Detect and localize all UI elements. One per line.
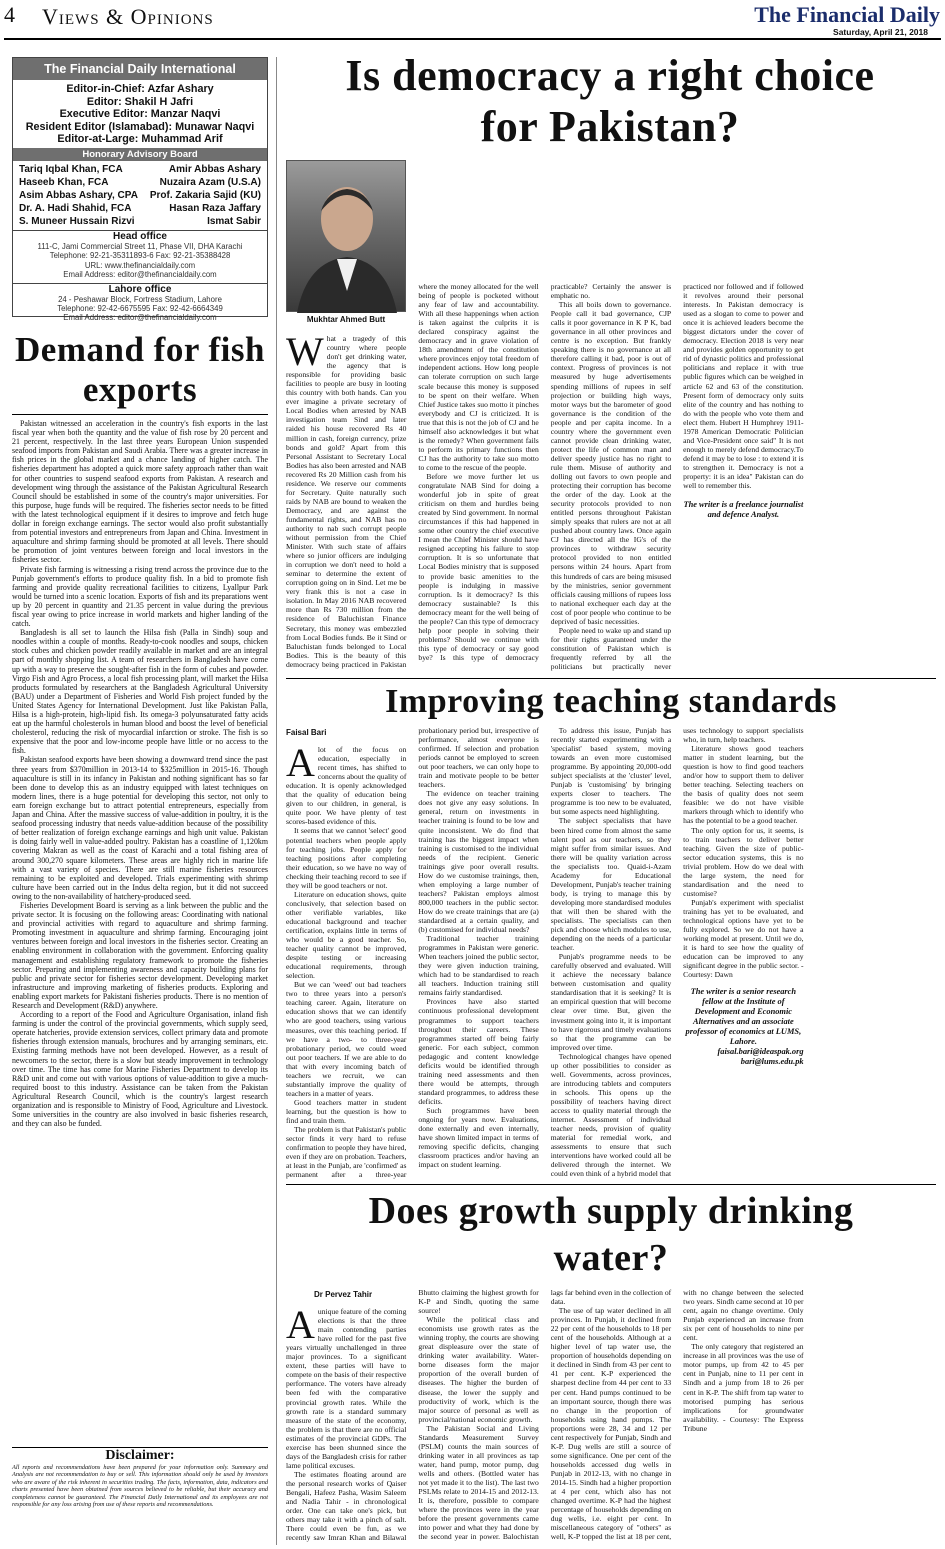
drop-cap: A xyxy=(286,740,315,786)
editor-in-chief: Editor-in-Chief: Azfar Ashary xyxy=(66,83,214,95)
teaching-paragraph: Traditional teacher training programmes in Pakistan were generic. When teachers joined the public sector, they were given induction training, which had to be standardised to reach all teachers. Induction training still remains fairly standardised. xyxy=(418,934,539,998)
disclaimer-title: Disclaimer: xyxy=(105,1448,175,1463)
board-member: Haseeb Khan, FCA xyxy=(19,176,109,188)
column-divider xyxy=(276,57,277,1545)
teaching-paragraph xyxy=(286,740,407,827)
address-line: Telephone: 92-21-35311893-6 Fax: 92-21-35388428 xyxy=(49,251,231,261)
fish-rule xyxy=(12,414,268,415)
board-row xyxy=(13,215,267,228)
teaching-paragraph: Technological changes have opened up other possibilities to consider as well. Governments, across provinces, are introducing tablets and computers in schools. This opens up the possibility of teachers having direct access to quality material through the internet. Assessment of individual teacher needs, provision of quality material for remedial work, and assessments to ensure that such interventions have worked could all be delivered through the internet. We could even think of a hybrid model that uses technology to support specialists who, in turn, help teachers. xyxy=(550,726,804,1179)
board-member: Amir Abbas Ashary xyxy=(168,163,261,175)
water-paragraph: The only category that registered an increase in all provinces was the use of motor pumps, up from 42 to 45 per cent in Punjab, nine to 11 per cent in Sindh and a jump from 18 to 26 per cent in K-P. The shift from tap water to motorised pumping has serious implications for groundwater availability. - Courtesy: The Express Tribune xyxy=(683,1342,804,1433)
teaching-author: Faisal Bari xyxy=(286,728,327,737)
lahore-office-title: Lahore office xyxy=(13,283,267,295)
teaching-paragraph: Literature on education shows, quite conclusively, that selection based on other verifiable variables, like educational background and teacher certification, explains little in terms of who would be a good teacher. So, teacher quality cannot be improved, despite testing or increasing educational requirements, through selection. xyxy=(286,889,407,981)
democracy-paragraph: This all boils down to governance. People call it bad governance, CJP calls it poor governance in K P K, bad governance in all other provinces and centre is no exception. But frankly speaking there is no governance at all therefore calling it bad, poor is out of context. Progress of provinces is not measured by huge advertisements spending millions of rupees in self projection or building high ways, motor ways but the barometer of good governance is the condition of the people and per capita income. In a country where the government even cannot provide clean drinking water, protect the life of common man and deliver speedy justice has no right to rule them. Misuse of authority and dolling out favors to own people and protecting their corruption has become the order of the day. Look at the security protocols provided to non entitled persons throughout Pakistan simply speaks that rulers are not at all pushed about country laws. Once again CJ has directed all the IG's of the provinces to withdraw security protocol provided to non entitled persons within 24 hours. Apart from this hundreds of cars are being misused by the ministries, senior government officials causing millions of rupees loss to national exchequer each day at the cost of poor people who continue to be deprived of basic necessities. xyxy=(550,300,672,626)
masthead-box xyxy=(12,57,268,323)
water-paragraph xyxy=(286,1302,407,1470)
board-member: Tariq Iqbal Khan, FCA xyxy=(19,163,123,175)
head-office-title: Head office xyxy=(13,230,267,242)
board-row xyxy=(13,176,267,189)
teaching-paragraph: To address this issue, Punjab has recently started experimenting with a 'specialist' based system, moving towards an even more customised programme. By appointing 20,000-odd subject specialists at the 'cluster' level, Punjab is 'customising' by bringing experts closer to teachers. The programme is too new to be evaluated, but some aspects need highlighting. xyxy=(550,726,672,817)
disclaimer-text: All reports and recommendations have been prepared for your information only. Summary and Analysis are not recommendation to buy or sell. This information should only be used by investors who are aware of the risk inherent in securities trading. The facts, information, data, indicators and charts presented have been obtained from sources believed to be reliable, but their accuracy and completeness cannot be guaranteed. The Financial Daily International and its employees are not responsible for any loss arising from use of these reports and recommendations. xyxy=(12,1464,268,1509)
section-title: Views & Opinions xyxy=(42,4,214,29)
advisory-board xyxy=(13,161,267,230)
democracy-headline: Is democracy a right choice for Pakistan? xyxy=(345,51,875,151)
section-rule xyxy=(286,678,936,679)
disclaimer-box xyxy=(12,1447,268,1545)
democracy-paragraph: Before we move further let us congratulate NAB Sind for doing a wonderful job in spite of great criticism on them and hurdles being created by Sind government. In normal circumstances if this had happened in some other country the chief executive I mean the Chief Minister should have resigned accepting his failure to stop corruption. It is so unfortunate that Local Bodies ministry that is supposed to provide basic amenities to the people is indulging in massive corruption. Is it democracy? Is this democracy sustainable? Is this democracy meant for the well being of the people? Can this type of democracy help poor people in solving their problems? Should we continue with this type of democracy or say good bye? Is this type of democracy practicable? Certainly the answer is emphatic no. xyxy=(418,282,672,662)
editor: Editor: Shakil H Jafri xyxy=(86,95,194,108)
board-row xyxy=(13,202,267,215)
fish-paragraph: Bangladesh is all set to launch the Hilsa fish (Palla in Sindh) soup and noodles within a couple of months. Ready-to-cook noodles and soups, chicken stock cubes and chicken powder readily available in market and are an integral part of monthly shopping list. A team of researchers in Bangladesh have come up with a way to preserve the sought-after fish in the form of cubes and powder. Virgo Fish and Agro Process, a local fish processing plant, will market the Hilsa products formulated by researchers at the Bangladesh Agricultural University (BAU) under a Department of Fisheries and World Fish project funded by the United States Agency for International Development. Just like Pakistan Palla, Hilsa is a high-protein, high-lipid fish. Its omega-3 polyunsaturated fatty acids eat up the harmful cholesterols in human blood and boost the level of beneficial cholesterol, reducing the risk of myocardial infarction or stroke. The fish is so expensive that the poor and low-income people have little or no access to the fish. xyxy=(12,628,268,756)
teaching-emails: faisal.bari@ideaspak.org bari@lums.edu.pk xyxy=(717,1047,804,1067)
fish-paragraph: Private fish farming is witnessing a rising trend across the province due to the Punjab government's efforts to produce quality fish. In a bid to promote fish farming and provide quality recreational facilities to citizens, Lyallpur Park would be turned into a scenic location. Exports of fish and its preparations went up by 20 percent in quantity and 21.35 percent in value during the previous fiscal year owing to price increase in world markets and higher landing of the catch. xyxy=(12,564,268,629)
address-line: Email Address: editor@thefinancialdaily.com xyxy=(63,270,217,280)
teaching-headline: Improving teaching standards xyxy=(385,683,837,720)
editor-at-large: Editor-at-Large: Muhammad Arif xyxy=(57,133,223,146)
fish-article xyxy=(12,419,268,1439)
head-office-address xyxy=(13,242,267,280)
teaching-article xyxy=(286,726,936,1181)
drop-cap: A xyxy=(286,1302,315,1348)
address-line: 24 - Peshawar Block, Fortress Stadium, Lahore xyxy=(58,294,222,304)
teaching-paragraph: Such programmes have been ongoing for years now. Evaluations, done externally and even internally, have shown limited impact in terms of removing specific deficits, changing classroom practices and/or having an impact on student learning. xyxy=(418,1105,539,1170)
teaching-paragraph: Provinces have also started continuous professional development programmes to support teachers throughout their careers. These programmes started off being fairly generic. For each subject, common pedagogic and content knowledge deficits would be identified through training need assessments and then there would be attempts, through standard programmes, to address these deficits. xyxy=(418,997,539,1106)
water-headline: Does growth supply drinking water? xyxy=(368,1190,854,1279)
paper-name: The Financial Daily xyxy=(754,2,940,27)
issue-date: Saturday, April 21, 2018 xyxy=(833,27,928,37)
teaching-paragraph: Good teachers matter in student learning, but the question is how to find and train them. xyxy=(286,1097,407,1125)
teaching-credit: The writer is a senior research fellow at the Institute of Development and Economic Alternatives and an associate professor of economics at LUMS, Lahore. xyxy=(685,987,802,1047)
board-member: Ismat Sabir xyxy=(207,215,261,227)
board-member: S. Muneer Hussain Rizvi xyxy=(19,215,135,227)
teaching-paragraph: The evidence on teacher training does not give any easy solutions. In general, return on investments in teacher training is found to be low and quite inconsistent. We do find that training has the biggest impact when training is customised to the individual needs of the recipient. Generic trainings give poor overall results. How do we customise trainings, then, when employing a large number of teachers? Pakistan employs almost 800,000 teachers in the public sector. How do we create trainings that are (a) standardised at a certain quality, and (b) customised for individual needs? xyxy=(418,789,539,935)
democracy-credit: The writer is a freelance journalist and defence Analyst. xyxy=(683,500,804,520)
address-line: URL: www.thefinancialdaily.com xyxy=(84,260,196,270)
teaching-paragraph: Punjab's programme needs to be carefully observed and evaluated. Will it achieve the necessary balance between customisation and quality standardisation that it is seeking? It is an empirical question that will become clear over time. But, given the investment going into it, it is important to have rigorous and timely evaluations so that the programme can be improved over time. xyxy=(550,952,672,1052)
water-paragraph: While the political class and economists use growth rates as the winning trophy, the courts are showing great displeasure over the state of drinking water availability. Water-borne diseases form the major proportion of the overall burden of diseases. The higher the burden of disease, the lower the supply and productivity of work, which is the major source of personal as well as provincial/national economic growth. xyxy=(418,1315,539,1424)
democracy-paragraph: People need to wake up and stand up for their rights guaranteed under the constitution of Pakistan which is frequently referred by all the politicians but practically never practiced nor followed and if followed it revolves around their personal interests. In Pakistan democracy is used as a slogan to come to power and once it is achieved leaders become the biggest dictators under the cover of democracy. Election 2018 is very near and provides golden opportunity to get rid of dynastic politics and professional politicians and replace it with true public figures which can be weighed in article 62 and 63 of the constitution. Present form of democracy only suits elite of the country and has nothing to do with the people who vote them and elect them. Hubert H Humphrey 1911-1978 American Democratic Politician and Vice-President once said" It is not enough to merely defend democracy.To defend it may be to lose : to extend it is to strengthen it. Democracy is not a property: it is an idea" Pakistan can do well to remember this. xyxy=(550,282,804,671)
teaching-lead: lot of the focus on education, especially in recent times, has shifted to concerns about the quality of education. It is openly acknowledged that the quality of education being given to our children, in general, is quite poor. We have plenty of test scores-based evidence of this. xyxy=(286,745,407,827)
header-rule xyxy=(4,38,941,40)
water-author: Dr Pervez Tahir xyxy=(314,1290,373,1299)
board-member: Asim Abbas Ashary, CPA xyxy=(19,189,138,201)
section-rule xyxy=(286,1184,936,1185)
photo-spacer xyxy=(286,282,406,334)
board-member: Hasan Raza Jaffary xyxy=(169,202,261,214)
fish-paragraph: According to a report of the Food and Agriculture Organisation, inland fish farming is under the control of the provincial governments, which supply seed, operate hatcheries, provide extension services, collect primary data and promote fisheries through extension manuals, brochures and by arranging seminars, etc. Existing farming methods have not been developed. However, as a result of newcomers to the sector, there is a slow but steady improvement in technology over time. The time has come for Marine Fisheries Department to develop its R&D unit and come out with various options of value-addition to give a much-required boost to this industry. Assistance can be taken from the Pakistan Agricultural Research Council, which is the country's largest research organization and is responsible to Ministry of Food, Agriculture and Livestock. Some universities in the country are also involved in basic fisheries research, and they can also be funded. xyxy=(12,1010,268,1129)
executive-editor: Executive Editor: Manzar Naqvi xyxy=(59,108,221,121)
address-line: Telephone: 92-42-6675595 Fax: 92-42-6664349 xyxy=(57,304,223,313)
board-row xyxy=(13,189,267,202)
water-lead: unique feature of the coming elections is that the three main contending parties have rolled for the past five years virtually unchallenged in three major provinces. To a significant extent, these parties will have to compete on the basis of their respective performance. The voters have already been fed with the comparative provincial growth rates. While the growth rate is a standard summary measure of the state of the economy, the problem is that there are no official estimates of the provincial GDPs. The exercise has been shunned since the days of the Bangladesh crisis for rather lame political excuses. xyxy=(286,1307,407,1470)
board-member: Dr. A. Hadi Shahid, FCA xyxy=(19,202,132,214)
water-article xyxy=(286,1288,936,1546)
editors-list xyxy=(13,80,267,148)
masthead-title: The Financial Daily International xyxy=(13,58,267,80)
advisory-board-title: Honorary Advisory Board xyxy=(13,148,267,161)
board-row xyxy=(13,163,267,176)
lahore-office-address xyxy=(13,295,267,323)
teaching-paragraph: Literature shows good teachers matter in student learning, but the question is how to find good teachers and/or how to support them to deliver better teaching. Selecting teachers on the basis of quality does not seem feasible: we do not have visible markers through which to identify who has the potential to be a good teacher. xyxy=(683,744,804,826)
teaching-paragraph: The only option for us, it seems, is to train teachers to deliver better teaching. Given the size of public-sector education systems, this is no trivial problem. How do we deal with the large system, the need for standardisation and the need to customise? xyxy=(683,825,804,898)
democracy-lead: hat a tragedy of this country where people don't get drinking water, the agency that is responsible for providing basic facilities to people are busy in looting this country with both hands. Can you ever imagine a private secretary of Local Bodies when arrested by NAB investigation team Sind and later raided his house recovered Rs 40 million in cash, foreign currency, prize bonds and gold? Apart from this Personal Assistant to Secretary Local Bodies has also been arrested and NAB recovered Rs 20 Million cash from his residence. We reserve our comments for Secretary. Quite naturally such raids by NAB are bound to weaken the Democracy, and are against the fundamental rights, and NAB has no authority to nab such corrupt people without permission from the Chief Minister. With such state of affairs where so junior officers are indulging in corruption we don't need to hold a seminar to determine the extent of corruption going on in Sind. Let me be very frank this is not a case in isolation. In May 2016 NAB recovered more than Rs 730 million from the residence of Baluchistan Finance Secretary, this money was embezzled from Local Bodies funds. Be it Sind or Baluchistan funds belonged to Local Bodies. This is the beauty of this democracy being practiced in Pakistan where the money allocated for the well being of people is pocketed without any fear of law and accountability. With all these happenings when action is taken against the culprits it is declared conspiracy against the democracy and in grave violation of 18th amendment of the constitution where provinces enjoy total freedom of independent actions. How long people can tolerate corruption on such large scale because this money is supposed to be spent on their welfare. When Chief Justice takes suo motto it pinches everybody and CJ is criticized. It is true that this is not the job of CJ and he himself also acknowledges it but what is the remedy? When government fails to perform its primary functions then CJ has the authority to take suo motto to come to the rescue of the people. xyxy=(286,282,539,669)
teaching-paragraph: The problem is that Pakistan's public sector finds it very hard to refuse confirmation to people they have hired, even if they are on probation. Teachers, at least in the Punjab, are 'confirmed' as permanent after a three-year probationary period but, irrespective of performance, almost everyone is confirmed. If selection and probation periods cannot be employed to screen out poor teachers, we can only hope to train and motivate people to be better teachers. xyxy=(286,726,539,1180)
water-paragraph: The use of tap water declined in all provinces. In Punjab, it declined from 22 per cent of the households to 18 per cent of the households. Although at a higher level of tap water use, the proportion of households depending on it declined in Sindh from 43 per cent to 41 per cent. K-P experienced the sharpest decline from 44 per cent to 33 per cent. Hand pumps continued to be an important source, though there was no change in the proportion of households using hand pumps. The proportions were 28, 34 and 12 per cent respectively for Punjab, Sindh and K-P. Dug wells are still a source of some significance. One per cent of the households accessed dug wells in Punjab in 2012-13, with no change in 2014-15. Sindh had a higher proportion at 4 per cent, which also has not changed overtime. K-P had the highest percentage of households depending on dug wells, i.e. eight per cent. In miscellaneous category of "others" as well, K-P topped the list at 18 per cent, with no change between the selected two years. Sindh came second at 10 per cent, again no change overtime. Only Punjab experienced an increase from six per cent of households to nine per cent. xyxy=(550,1288,804,1542)
address-line: Email Address: editor@thefinancialdaily.com xyxy=(63,313,217,323)
board-member: Nuzaira Azam (U.S.A) xyxy=(159,176,261,188)
democracy-article xyxy=(286,282,936,672)
page-number: 4 xyxy=(4,2,15,27)
fish-paragraph: Fisheries Development Board is serving as a link between the public and the private sector. It is focusing on the following areas: Coordinating with national and provincial activities with regard to aquaculture and shrimp farming. Promoting investment in aquaculture and shrimp farming. Encouraging joint ventures between foreign and local investors in the fisheries sector. Creating an enabling environment in collaboration with the government. Enforcing quality management and establishing regulatory framework to promote the fisheries sector. Preparing and implementing awareness and capacity building plans for public and private sector for fisheries sector development. Developing market infrastructure and improving marketing of fisheries products. Exploring and enabling export markets for Pakistani fisheries products. There is no mention of Research and Development (R&D) anywhere. xyxy=(12,900,268,1010)
teaching-paragraph: The subject specialists that have been hired come from almost the same talent pool as our teachers, so they might suffer from similar issues. And there will be quality variation across the specialists too. Quaid-i-Azam Academy for Educational Development, Punjab's teacher training body, is trying to manage this by developing more standardised modules that will then be shared with the specialists. The specialists can then pick and choose which modules to use, depending on the needs of a particular teacher. xyxy=(550,816,672,953)
address-line: 111-C, Jami Commercial Street 11, Phase VII, DHA Karachi xyxy=(37,241,243,251)
water-paragraph: The Pakistan Social and Living Standards Measurement Survey (PSLM) counts the main sources of drinking water in all provinces as tap water, hand pump, motor pump, dug wells and others. (Bottled water has not yet made it to the list). The last two PSLMs relate to 2014-15 and 2012-13. It is, therefore, possible to compare where the provinces were in the year before the present governments came into power and what they had done by the second year in power. Balochistan lags far behind even in the collection of data. xyxy=(418,1288,672,1542)
drop-cap: W xyxy=(286,329,324,374)
board-member: Prof. Zakaria Sajid (KU) xyxy=(149,189,261,201)
fish-paragraph: Pakistan witnessed an acceleration in the country's fish exports in the last fiscal year when both the quantity and the value of fish rose by 20 percent and 21 percent, respectively. In the last three years European Union suspended seafood imports from Pakistan and Saudi Arabia. There was a greater increase in fish prices in the global market and a chance landing of higher catch. The fisheries department has adopted a quick more safety approach rather than wait for other countries to suspend seafood exports from Pakistan. A research and development wing through the assistance of the Pakistan Agricultural Research Council should be established in some of the country's major universities. For this purpose, huge funds will be required. The fisheries sector needs to be fitted with the latest technological equipment if it desires to improve and fetch huge dollar in foreign exchange earnings. The sector would also profit substantially from potential investors and entrepreneurs from Japan and China. Investment in aquaculture and shrimp farming should be promoted at all levels. There should be promotion of joint ventures between foreign and local investors in the fisheries sector. xyxy=(12,419,268,565)
teaching-paragraph: It seems that we cannot 'select' good potential teachers when people apply for teaching jobs. People apply for teaching positions after completing their education, so we have no way of checking their teaching record to see if they will be good teachers or not. xyxy=(286,826,407,890)
teaching-paragraph: Punjab's experiment with specialist training has yet to be evaluated, and technological options have yet to be fully explored. So we do not have a working model at present. Until we do, it is hard to see how the quality of education can be improved to any significant degree in the public sector. - Courtesy: Dawn xyxy=(683,897,804,980)
fish-paragraph: Pakistan seafood exports have been showing a downward trend since the past three years from $370million in 2013-14 to $325million in 2015-16. Though aquaculture is still in its infancy in Pakistan and nothing significant has so far been done to develop this as an industry equipped with latest techniques on modern lines, there is a huge potential for developing this sector, not only to earn foreign exchange but to attract potential entrepreneurs, especially from Japan and China. After the massive success of value-addition in poultry, it is the seafood processing industry that needs value-addition because of the possibility of better realization of foreign exchange earnings and high unit value. Pakistan is doing fairly well in value-added poultry. Pakistan has a coastline of 1,120km covering Makran as well as the coast of Karachi and a total fishing area of around 300,270 square kilometers. These areas are highly rich in marine life with a vast variety of species. There are still marine fisheries resources remaining to be exploited and developed. Trials experimenting with shrimp culture have been carried out in the Indus delta region, but it did not succeed owing to the non-availability of hatchery-produced seed. xyxy=(12,755,268,901)
resident-editor: Resident Editor (Islamabad): Munawar Naqvi xyxy=(25,120,255,133)
fish-headline: Demand for fish exports xyxy=(15,330,265,409)
democracy-author: Mukhtar Ahmed Butt xyxy=(306,315,386,324)
teaching-paragraph: But we can 'weed' out bad teachers two to three years into a person's teaching career. Again, literature on education shows that we can identify who are good teachers, using various measures, over this teaching period. If we have a two- to three-year probationary period, we could weed out poor teachers. If we are able to do that with every incoming batch of teachers we recruit, we can substantially improve the quality of teachers in a matter of years. xyxy=(286,980,407,1098)
water-paragraph: The estimates floating around are the personal research works of Qaiser Bengali, Hafeez Pasha, Wasim Saleem and Nadia Tahir - in chronological order. One can take one's pick, but others may take it with a pinch of salt. There could even be fun, as we recently saw Imran Khan and Bilawal Bhutto claiming the highest growth for K-P and Sindh, quoting the same source! xyxy=(286,1288,539,1543)
